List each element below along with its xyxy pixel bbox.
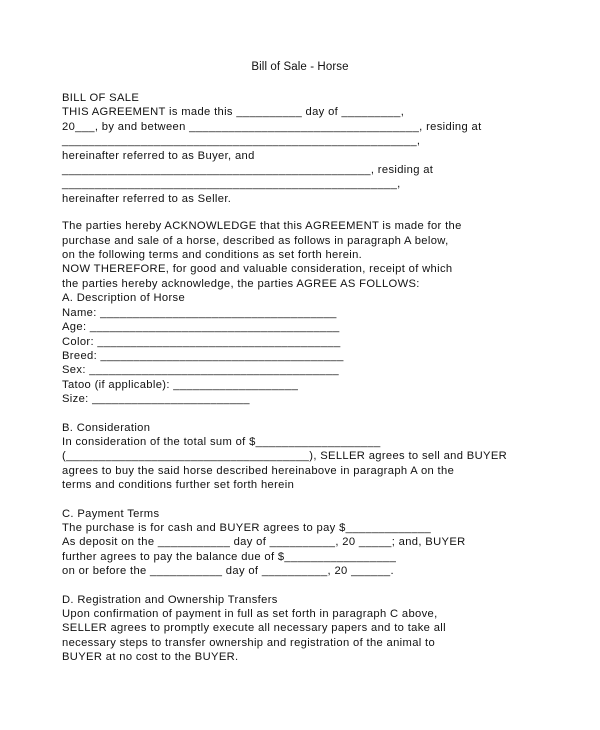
document-title: Bill of Sale - Horse	[251, 61, 349, 73]
tatoo-field: Tatoo (if applicable): ___________________	[62, 378, 299, 391]
document-body	[62, 91, 582, 665]
intro-line: purchase and sale of a horse, described as follows in paragraph A below,	[62, 234, 449, 247]
breed-field: Breed: _____________________________________	[62, 349, 344, 362]
payment-line: As deposit on the ___________ day of __________, 20 _____; and, BUYER	[62, 536, 466, 549]
section-d-heading: D. Registration and Ownership Transfers	[62, 593, 278, 606]
age-field: Age: ______________________________________	[62, 321, 340, 334]
header-line: hereinafter referred to as Buyer, and	[62, 149, 255, 162]
intro-line: the parties hereby acknowledge, the parties AGREE AS FOLLOWS:	[62, 277, 420, 290]
consideration-line: agrees to buy the said horse described hereinabove in paragraph A on the	[62, 464, 455, 477]
header-line: ______________________________________________________,	[62, 135, 421, 148]
intro-line: NOW THEREFORE, for good and valuable consideration, receipt of which	[62, 263, 453, 276]
payment-line: on or before the ___________ day of __________, 20 ______.	[62, 565, 394, 578]
spacer	[62, 206, 582, 219]
intro-line: on the following terms and conditions as set forth herein.	[62, 249, 363, 262]
consideration-line: terms and conditions further set forth herein	[62, 479, 295, 492]
section-b-heading: B. Consideration	[62, 421, 151, 434]
section-a-heading: A. Description of Horse	[62, 292, 186, 305]
registration-line: BUYER at no cost to the BUYER.	[62, 651, 239, 664]
spacer	[62, 579, 582, 593]
header-line: hereinafter referred to as Seller.	[62, 192, 232, 205]
name-field: Name: ____________________________________	[62, 306, 337, 319]
section-c-heading: C. Payment Terms	[62, 507, 160, 520]
spacer	[62, 493, 582, 507]
sex-field: Sex: ______________________________________	[62, 364, 339, 377]
consideration-line: (_____________________________________), SELLER agrees to sell and BUYER	[62, 450, 508, 463]
registration-line: Upon confirmation of payment in full as set forth in paragraph C above,	[62, 608, 438, 620]
header-line: BILL OF SALE	[62, 92, 140, 104]
consideration-line: In consideration of the total sum of $___________________	[62, 435, 381, 448]
payment-line: further agrees to pay the balance due of $_________________	[62, 550, 397, 563]
spacer	[62, 407, 582, 421]
payment-line: The purchase is for cash and BUYER agrees to pay $_____________	[62, 521, 432, 534]
color-field: Color: _____________________________________	[62, 335, 341, 348]
size-field: Size: ________________________	[62, 393, 250, 406]
registration-line: SELLER agrees to promptly execute all necessary papers and to take all	[62, 622, 446, 635]
header-line: 20___, by and between ___________________________________, residing at	[62, 120, 482, 133]
header-line: THIS AGREEMENT is made this __________ day of _________,	[62, 106, 405, 119]
header-line: ___________________________________________________,	[62, 178, 401, 191]
header-line: _______________________________________________, residing at	[62, 164, 434, 177]
intro-line: The parties hereby ACKNOWLEDGE that this AGREEMENT is made for the	[62, 220, 462, 233]
registration-line: necessary steps to transfer ownership and registration of the animal to	[62, 636, 436, 649]
